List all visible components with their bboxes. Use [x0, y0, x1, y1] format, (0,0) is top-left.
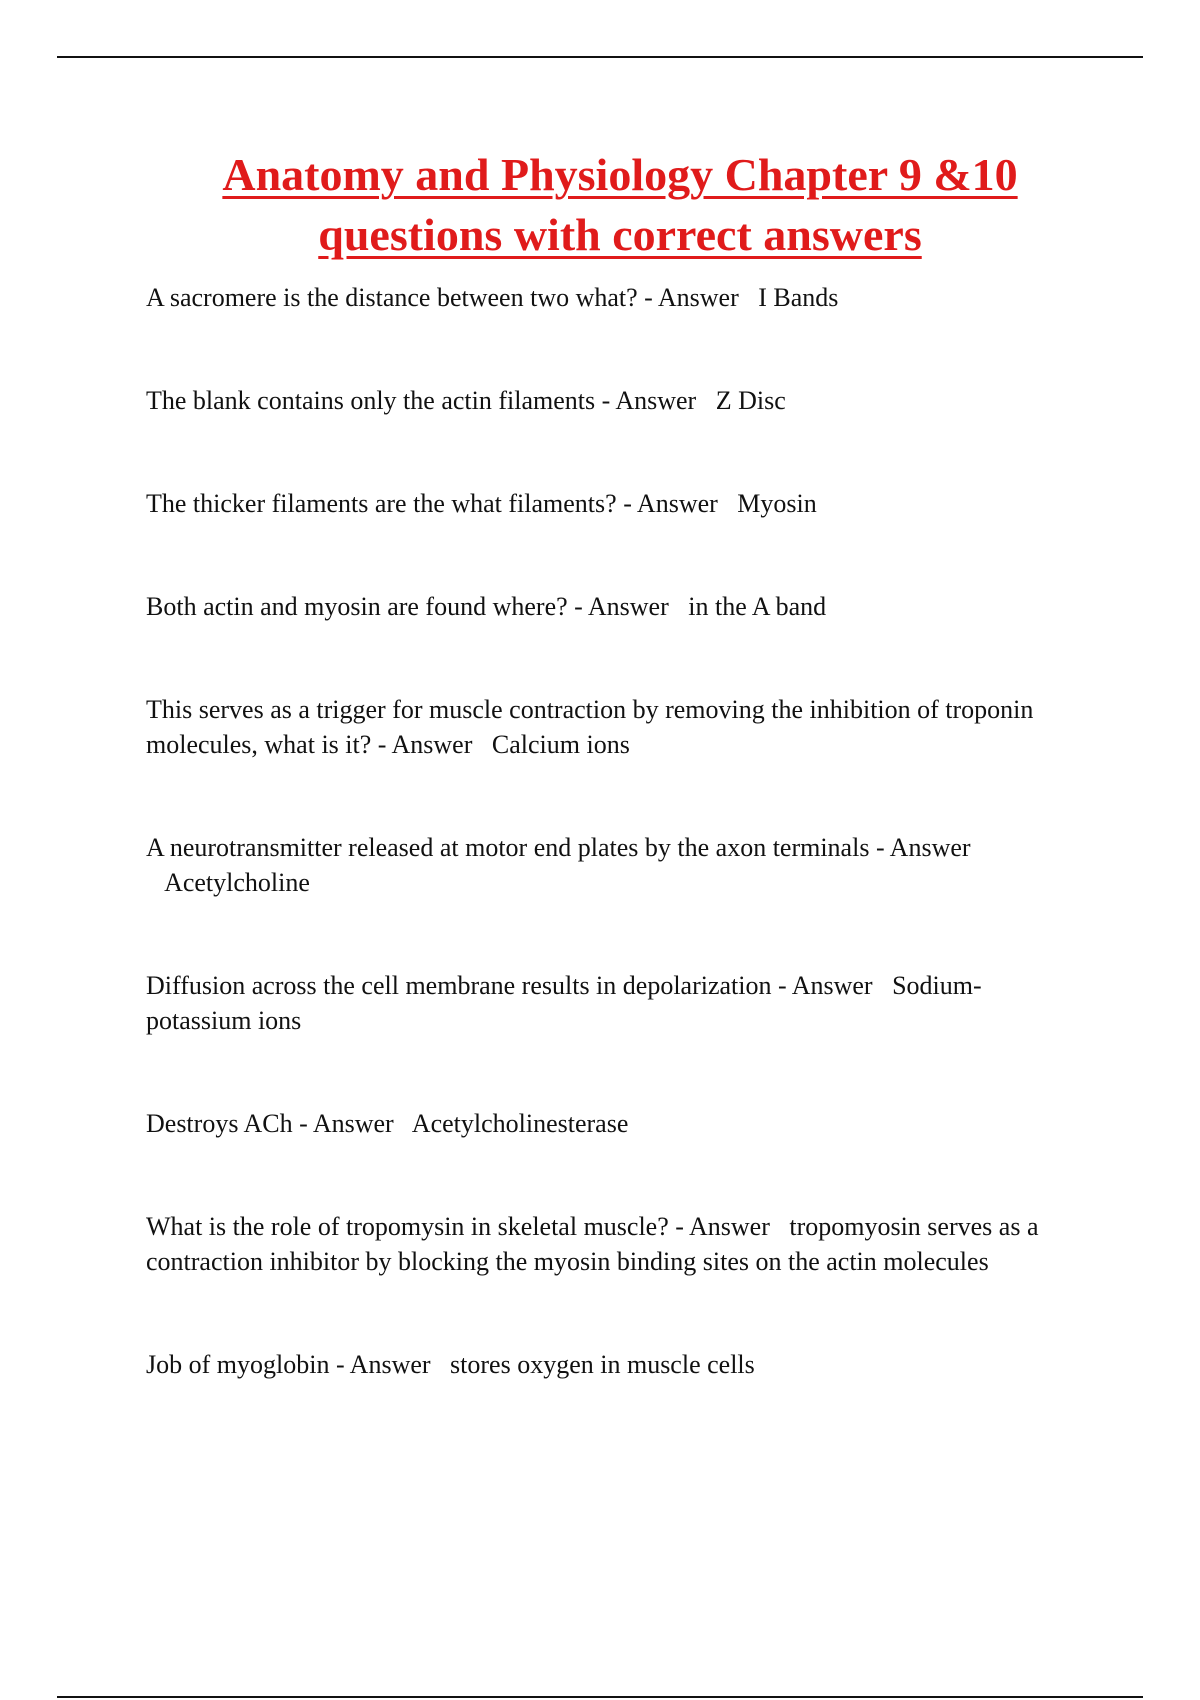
- qa-item: [146, 1106, 1076, 1141]
- answer-label: - Answer: [675, 1212, 770, 1241]
- question-text: Both actin and myosin are found where?: [146, 592, 568, 621]
- answer-text: Sodium-potassium ions: [146, 971, 982, 1035]
- question-text: What is the role of tropomysin in skeletal muscle?: [146, 1212, 669, 1241]
- qa-item: [146, 1347, 1076, 1382]
- question-text: Diffusion across the cell membrane results in depolarization: [146, 971, 772, 1000]
- question-text: The blank contains only the actin filaments: [146, 386, 596, 415]
- answer-text: Z Disc: [715, 386, 786, 415]
- answer-text: Acetylcholinesterase: [411, 1109, 629, 1138]
- document-title: [130, 145, 1110, 265]
- footer-rule: [57, 1696, 1143, 1698]
- answer-text: I Bands: [758, 283, 839, 312]
- answer-label: - Answer: [335, 1350, 431, 1379]
- header-rule: [57, 56, 1143, 58]
- answer-text: in the A band: [688, 592, 827, 621]
- qa-item: [146, 968, 1076, 1038]
- qa-item: [146, 280, 1076, 315]
- answer-label: - Answer: [778, 971, 873, 1000]
- answer-text: Calcium ions: [491, 730, 630, 759]
- qa-list: [146, 280, 1076, 1450]
- answer-label: - Answer: [623, 489, 718, 518]
- question-text: A sacromere is the distance between two what?: [146, 283, 638, 312]
- answer-text: stores oxygen in muscle cells: [450, 1350, 755, 1379]
- qa-item: [146, 830, 1076, 900]
- question-text: Destroys ACh: [146, 1109, 293, 1138]
- title-line-2: questions with correct answers: [318, 209, 922, 260]
- answer-label: - Answer: [574, 592, 669, 621]
- answer-label: - Answer: [875, 833, 971, 862]
- question-text: A neurotransmitter released at motor end plates by the axon terminals: [146, 833, 870, 862]
- answer-label: - Answer: [377, 730, 473, 759]
- answer-label: - Answer: [601, 386, 697, 415]
- qa-item: [146, 589, 1076, 624]
- qa-item: [146, 1209, 1076, 1279]
- answer-text: Acetylcholine: [164, 868, 310, 897]
- answer-label: - Answer: [299, 1109, 394, 1138]
- question-text: This serves as a trigger for muscle contraction by removing the inhibition of troponin molecules, what is it?: [146, 695, 1034, 759]
- qa-item: [146, 486, 1076, 521]
- qa-item: [146, 692, 1076, 762]
- question-text: The thicker filaments are the what filaments?: [146, 489, 617, 518]
- answer-label: - Answer: [644, 283, 739, 312]
- answer-text: Myosin: [737, 489, 817, 518]
- answer-text: tropomyosin serves as a contraction inhibitor by blocking the myosin binding sites on the actin molecules: [146, 1212, 1039, 1276]
- qa-item: [146, 383, 1076, 418]
- question-text: Job of myoglobin: [146, 1350, 330, 1379]
- title-line-1: Anatomy and Physiology Chapter 9 &10: [222, 149, 1018, 200]
